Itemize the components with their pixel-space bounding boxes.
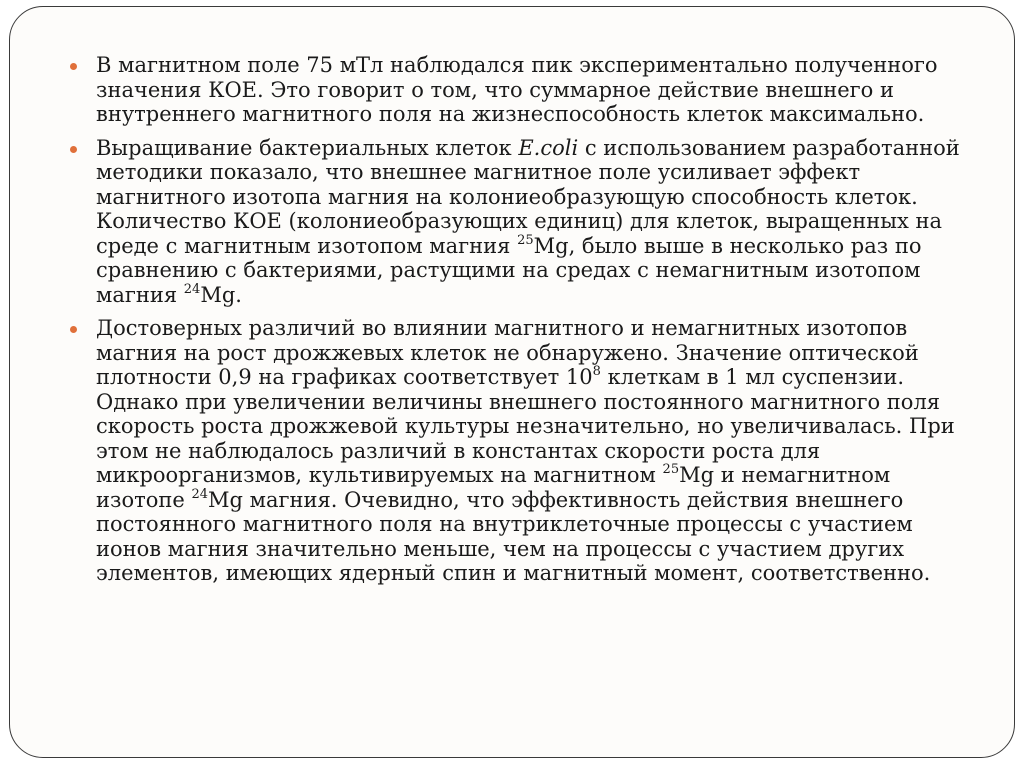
bullet-dot-icon [70, 146, 77, 153]
bullet-list [68, 53, 974, 586]
bullet-text-part: клеткам в 1 мл суспензии. Однако при увеличении величины внешнего постоянного магнитного поля скорость роста дрожжевой культуры незначительно, но увеличивалась. При этом не наблюдалось различий в константах скорости роста для микроорганизмов, культивируемых на магнитном [96, 365, 955, 487]
exponent: 8 [592, 364, 601, 379]
isotope-mass-number: 24 [183, 281, 201, 297]
bullet-item-1 [68, 53, 974, 127]
bullet-text-part: Mg магния. Очевидно, что эффективность действия внешнего постоянного магнитного поля на внутриклеточные процессы с участием ионов магния значительно меньше, чем на процессы с участием других элементов, имеющих ядерный спин и магнитный момент, соответственно. [96, 487, 931, 585]
bullet-dot-icon [70, 326, 77, 333]
bullet-text: В магнитном поле 75 мТл наблюдался пик экспериментально полученного значения КОЕ. Это говорит о том, что суммарное действие внешнего и внутреннего магнитного поля на жизнеспособность клеток максимально. [96, 53, 938, 126]
bullet-item-2 [68, 136, 974, 308]
bullet-text-part: Выращивание бактериальных клеток [96, 135, 519, 160]
isotope-mass-number: 24 [191, 486, 209, 502]
species-name: E.coli [518, 135, 579, 160]
isotope-mass-number: 25 [517, 232, 534, 248]
bullet-text-part: Mg, было выше в несколько раз по сравнению с бактериями, растущими на средах с немагнитным изотопом магния [96, 233, 922, 307]
slide-frame [9, 6, 1015, 758]
bullet-item-3 [68, 316, 974, 586]
slide-content [68, 53, 974, 595]
bullet-dot-icon [70, 63, 77, 70]
bullet-text-part: Mg и немагнитном изотопе [96, 463, 891, 512]
isotope-mass-number: 25 [662, 462, 680, 477]
bullet-text-part: с использованием разработанной методики показало, что внешнее магнитное поле усиливает эффект магнитного изотопа магния на колониеобразующую способность клеток. Количество КОЕ (колониеобразующих единиц) для клеток, выращенных на среде с магнитным изотопом магния [96, 135, 960, 258]
bullet-text-part: Mg. [200, 282, 242, 307]
bullet-text-part: Достоверных различий во влиянии магнитного и немагнитных изотопов магния на рост дрожжевых клеток не обнаружено. Значение оптической плотности 0,9 на графиках соответствует 10 [96, 316, 919, 389]
